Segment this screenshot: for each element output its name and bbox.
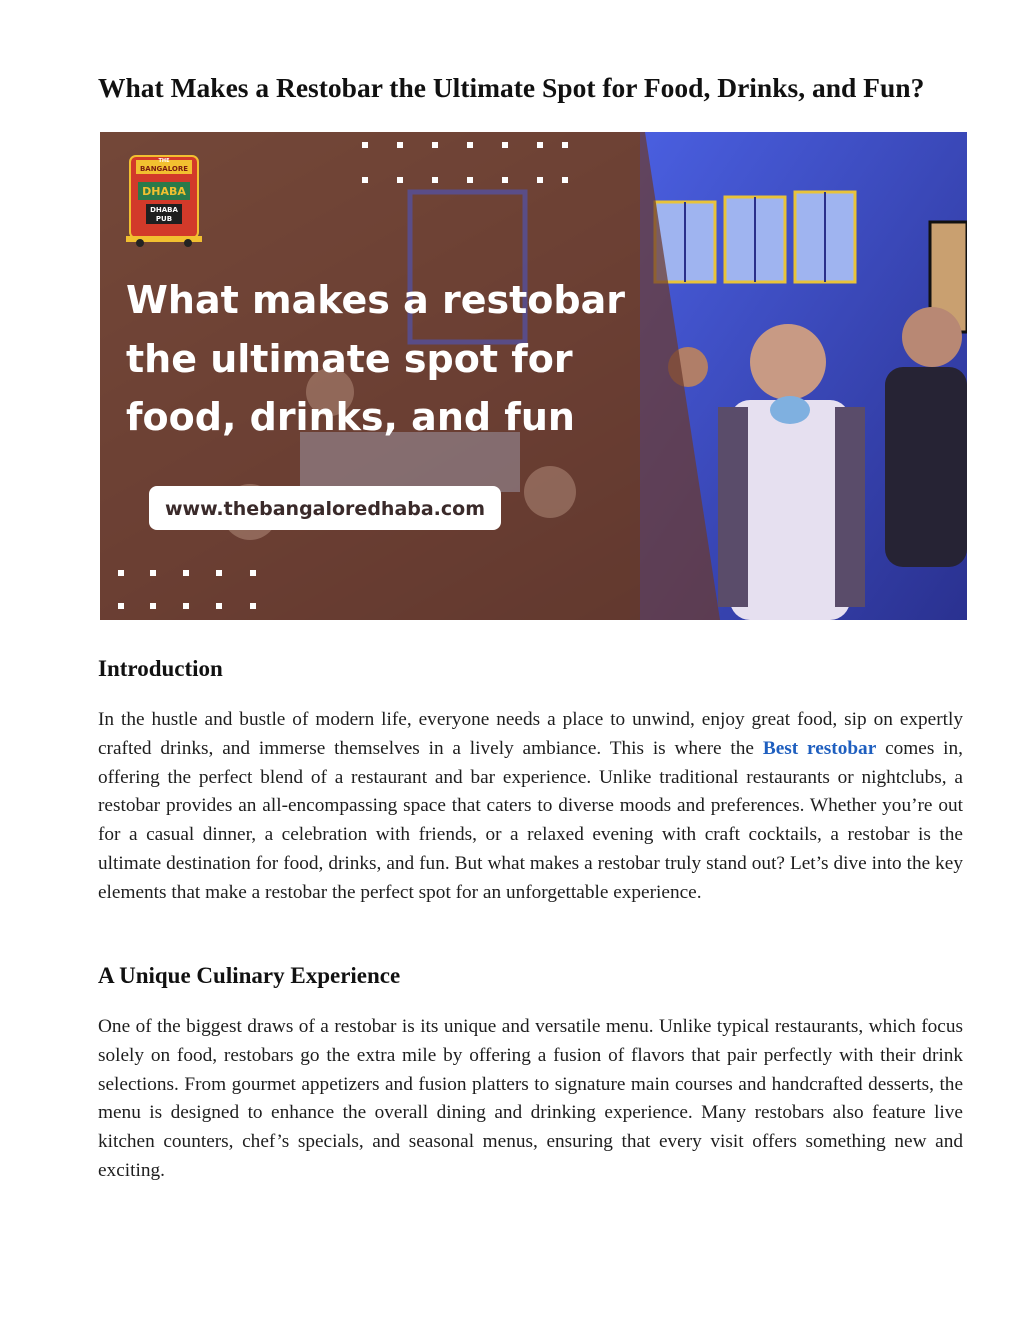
intro-text-b: comes in, offering the perfect blend of a restaurant and bar experience. Unlike traditional restaurants or nightclubs, a restobar provides an all-encompassing space that caters to diverse moods and preferences. Whether you’re out for a casual dinner, a celebration with friends, or a relaxed evening with craft cocktails, a restobar is the ultimate destination for food, drinks, and fun. But what makes a restobar truly stand out? Let’s dive into the key elements that make a restobar the perfect spot for an unforgettable experience. xyxy=(98,737,963,903)
intro-text-a: In the hustle and bustle of modern life, everyone needs a place to unwind, enjoy great food, sip on expertly crafted drinks, and immerse themselves in a lively ambiance. This is where the xyxy=(98,709,963,759)
logo-text-top: THE xyxy=(158,158,170,164)
banner-image xyxy=(100,132,967,620)
logo-text-line3: DHABA xyxy=(150,206,178,214)
logo-text-line2: DHABA xyxy=(142,185,186,198)
logo-text-line1: BANGALORE xyxy=(139,165,189,173)
banner-headline-line1: What makes a restobar xyxy=(126,278,625,322)
logo-text-line4: PUB xyxy=(155,215,173,223)
banner-headline-line2: the ultimate spot for xyxy=(126,337,573,381)
banner-url: www.thebangaloredhaba.com xyxy=(164,498,486,520)
page-title: What Makes a Restobar the Ultimate Spot for Food, Drinks, and Fun? xyxy=(98,72,925,103)
section-heading-introduction: Introduction xyxy=(98,656,223,681)
culinary-paragraph: One of the biggest draws of a restobar is its unique and versatile menu. Unlike typical restaurants, which focus solely on food, restobars go the extra mile by offering a fusion of flavors that pair perfectly with their drink selections. From gourmet appetizers and fusion platters to signature main courses and handcrafted desserts, the menu is designed to enhance the overall dining and drinking experience. Many restobars also feature live kitchen counters, chef’s specials, and seasonal menus, ensuring that every visit offers something new and exciting. xyxy=(98,1016,963,1181)
banner-headline-line3: food, drinks, and fun xyxy=(126,395,575,439)
bangalore-dhaba-logo xyxy=(126,156,202,247)
introduction-paragraph xyxy=(98,706,963,908)
best-restobar-link[interactable]: Best restobar xyxy=(762,737,877,759)
section-heading-culinary: A Unique Culinary Experience xyxy=(98,963,401,988)
